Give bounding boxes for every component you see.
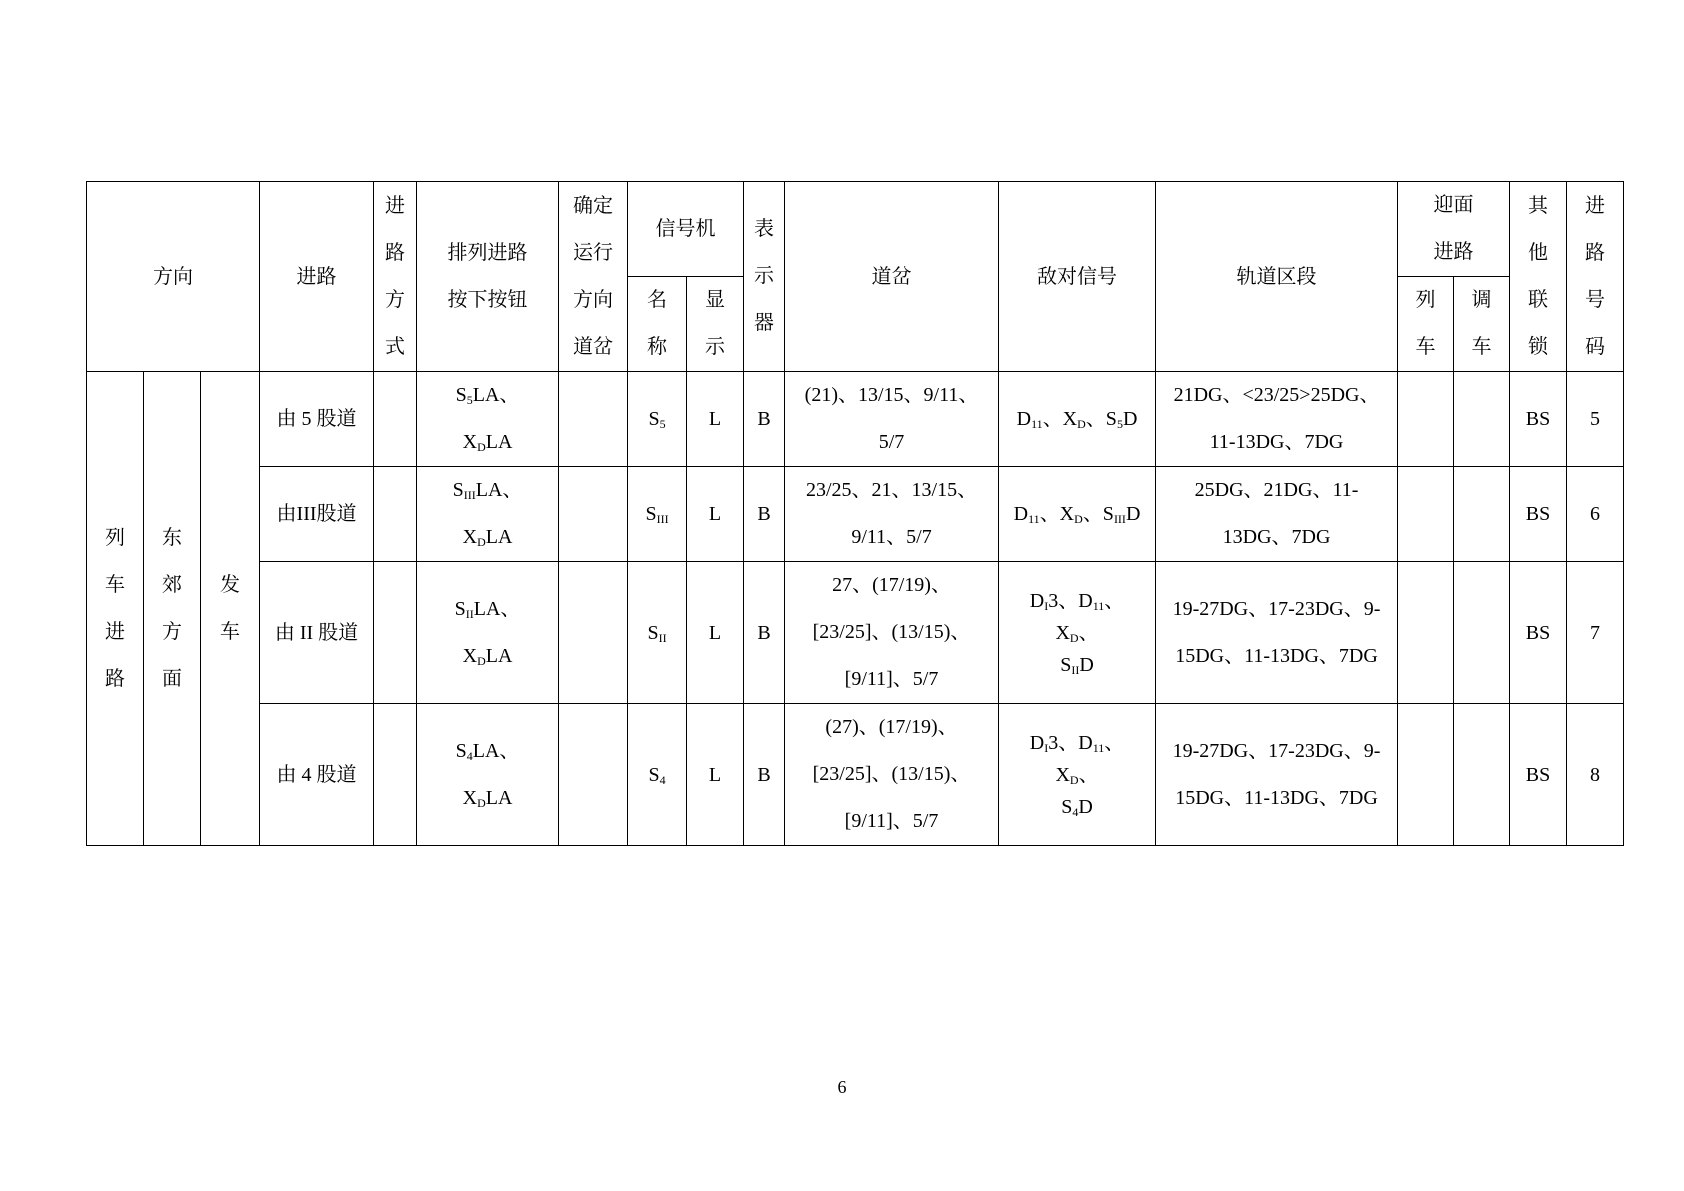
buttons-cell: $S_{II}LA$、 $X_DLA$ xyxy=(417,562,559,704)
other-interlock-cell: BS xyxy=(1510,372,1567,467)
route-cell: 由 II 股道 xyxy=(260,562,374,704)
header-track-sections: 轨道区段 xyxy=(1156,182,1398,372)
track-sections-cell: 19-27DG、17-23DG、9- 15DG、11-13DG、7DG xyxy=(1156,562,1398,704)
enemy-signals-cell: $D_I3$、$D_{11}$、 $X_D$、 $S_4D$ xyxy=(999,704,1156,846)
header-row-1 xyxy=(87,182,1624,277)
buttons-cell: $S_4LA$、 $X_DLA$ xyxy=(417,704,559,846)
signal-name-cell: $S_5$ xyxy=(628,372,687,467)
route-method-cell xyxy=(374,562,417,704)
indicator-cell: B xyxy=(744,467,785,562)
track-sections-cell: 19-27DG、17-23DG、9- 15DG、11-13DG、7DG xyxy=(1156,704,1398,846)
enemy-signals-cell: $D_{11}$、$X_D$、$S_{III}D$ xyxy=(999,467,1156,562)
switches-cell: (27)、(17/19)、 [23/25]、(13/15)、 [9/11]、5/7 xyxy=(785,704,999,846)
other-interlock-cell: BS xyxy=(1510,562,1567,704)
page-number: 6 xyxy=(837,1077,847,1097)
route-method-cell xyxy=(374,704,417,846)
facing-shunt-cell xyxy=(1454,562,1510,704)
interlock-table xyxy=(86,181,1624,846)
header-direction: 方向 xyxy=(87,182,260,372)
signal-name-cell: $S_4$ xyxy=(628,704,687,846)
header-facing-route: 迎面 进路 xyxy=(1398,182,1510,277)
header-signal-name: 名 称 xyxy=(628,277,687,372)
header-signal: 信号机 xyxy=(628,182,744,277)
table-row xyxy=(87,704,1624,846)
header-switch-direction: 确定 运行 方向 道岔 xyxy=(559,182,628,372)
switches-cell: 27、(17/19)、 [23/25]、(13/15)、 [9/11]、5/7 xyxy=(785,562,999,704)
header-facing-train: 列 车 xyxy=(1398,277,1454,372)
table-row xyxy=(87,372,1624,467)
route-cell: 由III股道 xyxy=(260,467,374,562)
enemy-signals-cell: $D_I3$、$D_{11}$、 $X_D$、 $S_{II}D$ xyxy=(999,562,1156,704)
header-signal-display: 显 示 xyxy=(687,277,744,372)
header-enemy-signals: 敌对信号 xyxy=(999,182,1156,372)
facing-shunt-cell xyxy=(1454,372,1510,467)
route-number-cell: 7 xyxy=(1567,562,1624,704)
switch-direction-cell xyxy=(559,704,628,846)
route-method-cell xyxy=(374,372,417,467)
header-switches: 道岔 xyxy=(785,182,999,372)
group-kind: 发 车 xyxy=(201,372,260,846)
signal-name-cell: $S_{II}$ xyxy=(628,562,687,704)
indicator-cell: B xyxy=(744,372,785,467)
route-cell: 由 4 股道 xyxy=(260,704,374,846)
route-number-cell: 6 xyxy=(1567,467,1624,562)
indicator-cell: B xyxy=(744,562,785,704)
other-interlock-cell: BS xyxy=(1510,467,1567,562)
signal-display-cell: L xyxy=(687,704,744,846)
facing-train-cell xyxy=(1398,562,1454,704)
facing-train-cell xyxy=(1398,467,1454,562)
switch-direction-cell xyxy=(559,467,628,562)
table-row xyxy=(87,467,1624,562)
signal-display-cell: L xyxy=(687,562,744,704)
switches-cell: 23/25、21、13/15、 9/11、5/7 xyxy=(785,467,999,562)
enemy-signals-cell: $D_{11}$、$X_D$、$S_5D$ xyxy=(999,372,1156,467)
facing-train-cell xyxy=(1398,372,1454,467)
other-interlock-cell: BS xyxy=(1510,704,1567,846)
group-type: 列 车 进 路 xyxy=(87,372,144,846)
header-route-method: 进 路 方 式 xyxy=(374,182,417,372)
header-buttons: 排列进路 按下按钮 xyxy=(417,182,559,372)
track-sections-cell: 21DG、<23/25>25DG、 11-13DG、7DG xyxy=(1156,372,1398,467)
signal-display-cell: L xyxy=(687,372,744,467)
buttons-cell: $S_{III}LA$、 $X_DLA$ xyxy=(417,467,559,562)
route-cell: 由 5 股道 xyxy=(260,372,374,467)
table-row xyxy=(87,562,1624,704)
switch-direction-cell xyxy=(559,372,628,467)
route-number-cell: 5 xyxy=(1567,372,1624,467)
indicator-cell: B xyxy=(744,704,785,846)
group-area: 东 郊 方 面 xyxy=(144,372,201,846)
signal-display-cell: L xyxy=(687,467,744,562)
facing-train-cell xyxy=(1398,704,1454,846)
signal-name-cell: $S_{III}$ xyxy=(628,467,687,562)
route-method-cell xyxy=(374,467,417,562)
switch-direction-cell xyxy=(559,562,628,704)
facing-shunt-cell xyxy=(1454,704,1510,846)
header-facing-shunt: 调 车 xyxy=(1454,277,1510,372)
buttons-cell: $S_5LA$、 $X_DLA$ xyxy=(417,372,559,467)
header-route: 进路 xyxy=(260,182,374,372)
header-other-interlock: 其 他 联 锁 xyxy=(1510,182,1567,372)
track-sections-cell: 25DG、21DG、11- 13DG、7DG xyxy=(1156,467,1398,562)
header-indicator: 表 示 器 xyxy=(744,182,785,372)
route-number-cell: 8 xyxy=(1567,704,1624,846)
switches-cell: (21)、13/15、9/11、 5/7 xyxy=(785,372,999,467)
header-route-number: 进 路 号 码 xyxy=(1567,182,1624,372)
facing-shunt-cell xyxy=(1454,467,1510,562)
